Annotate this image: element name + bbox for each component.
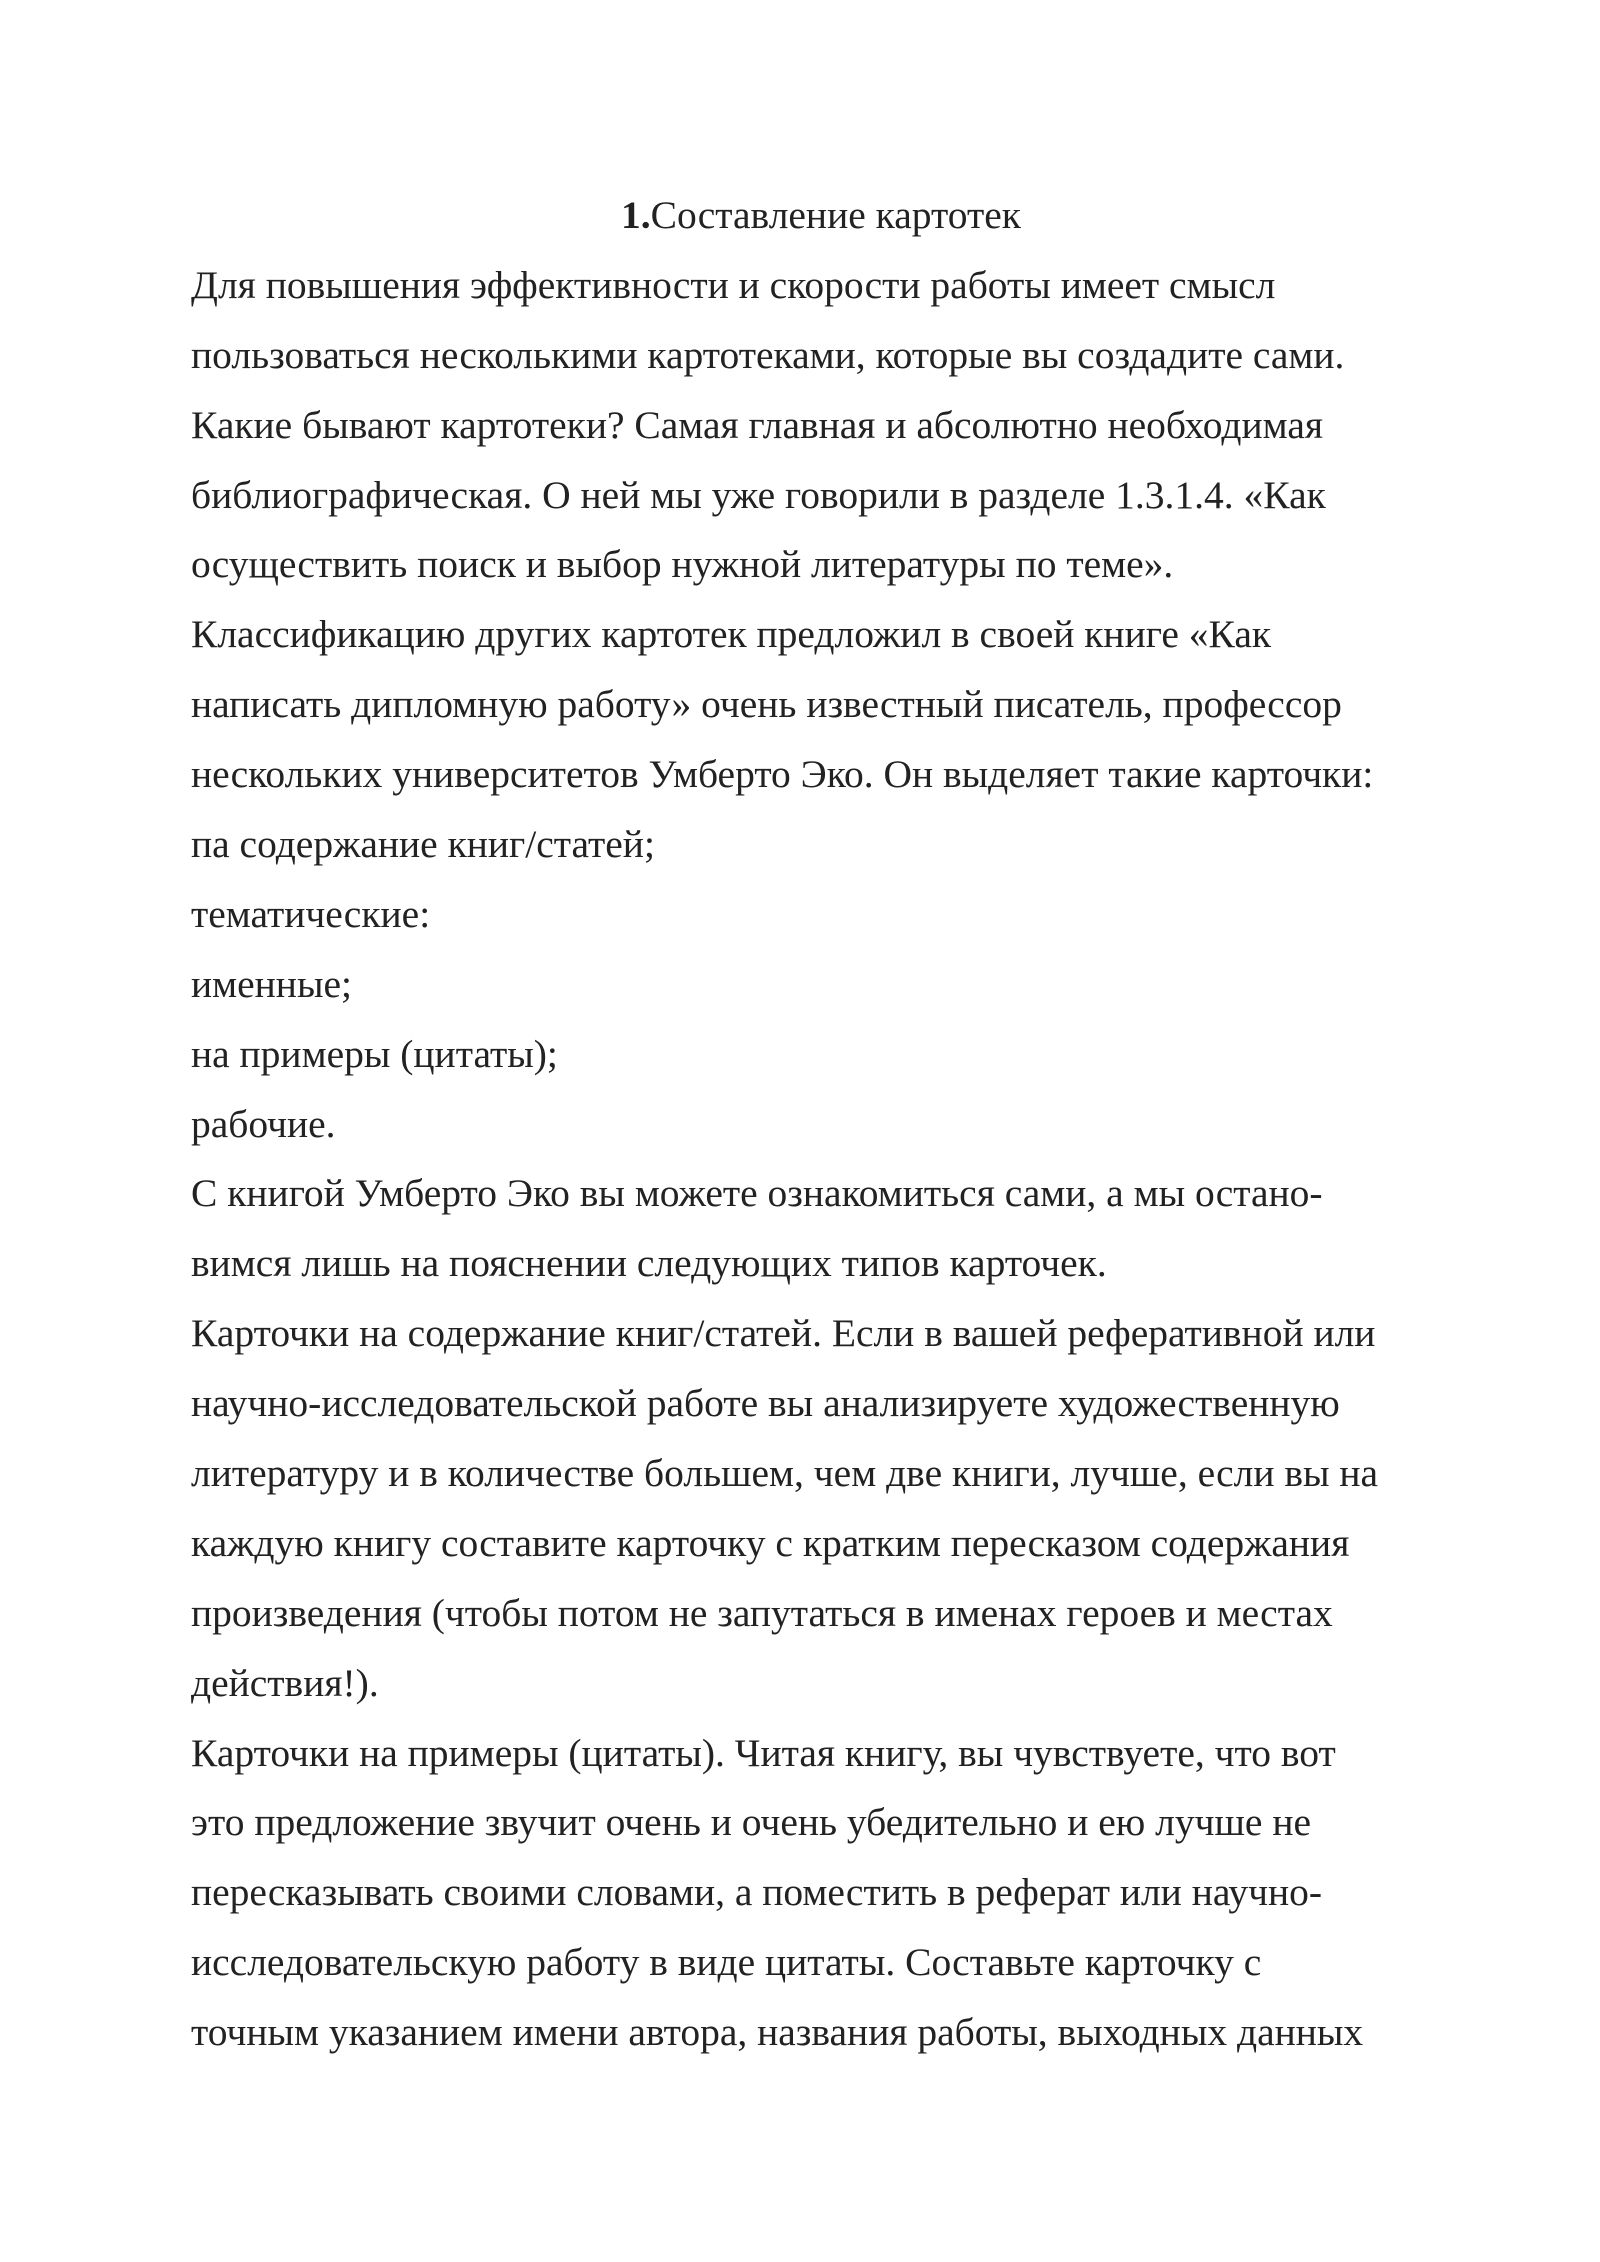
text-line: это предложение звучит очень и очень убедительно и ею лучше не	[191, 1800, 1311, 1845]
text-line: С книгой Умберто Эко вы можете ознакомиться сами, а мы остано-	[191, 1171, 1323, 1216]
text-line: каждую книгу составите карточку с кратким пересказом содержания	[191, 1520, 1350, 1565]
text-line: нескольких университетов Умберто Эко. Он выделяет такие карточки:	[191, 752, 1374, 797]
text-line: написать дипломную работу» очень известный писатель, профессор	[191, 682, 1342, 727]
text-line: Какие бывают картотеки? Самая главная и абсолютно необходимая	[191, 402, 1324, 447]
list-item: па содержание книг/статей;	[191, 822, 655, 867]
section-title	[191, 181, 1451, 251]
text-line: Карточки на примеры (цитаты). Читая книгу, вы чувствуете, что вот	[191, 1730, 1336, 1775]
list-item: именные;	[191, 961, 352, 1006]
text-line: действия!).	[191, 1660, 379, 1705]
list-item: на примеры (цитаты);	[191, 1031, 558, 1076]
text-line: вимся лишь на пояснении следующих типов карточек.	[191, 1241, 1107, 1286]
text-line: Карточки на содержание книг/статей. Если в вашей реферативной или	[191, 1311, 1376, 1356]
list-item: рабочие.	[191, 1101, 336, 1146]
text-line: литературу и в количестве большем, чем две книги, лучше, если вы на	[191, 1451, 1379, 1496]
section-title-text: Составление картотек	[650, 193, 1021, 237]
text-line: Для повышения эффективности и скорости работы имеет смысл	[191, 262, 1276, 307]
section-number: 1.	[621, 193, 651, 237]
list-item: тематические:	[191, 891, 431, 936]
text-line: исследовательскую работу в виде цитаты. Составьте карточку с	[191, 1940, 1262, 1985]
text-line: произведения (чтобы потом не запутаться в именах героев и местах	[191, 1590, 1333, 1635]
text-line: пользоваться несколькими картотеками, которые вы создадите сами.	[191, 332, 1345, 377]
text-line: осуществить поиск и выбор нужной литературы по теме».	[191, 542, 1174, 587]
text-line: библиографическая. О ней мы уже говорили в разделе 1.3.1.4. «Как	[191, 472, 1326, 517]
text-line: точным указанием имени автора, названия работы, выходных данных	[191, 2010, 1364, 2055]
text-line: Классификацию других картотек предложил в своей книге «Как	[191, 612, 1272, 657]
text-line: научно-исследовательской работе вы анализируете художественную	[191, 1381, 1340, 1426]
document-body	[191, 181, 1451, 2068]
text-line: пересказывать своими словами, а поместить в реферат или научно-	[191, 1870, 1323, 1915]
